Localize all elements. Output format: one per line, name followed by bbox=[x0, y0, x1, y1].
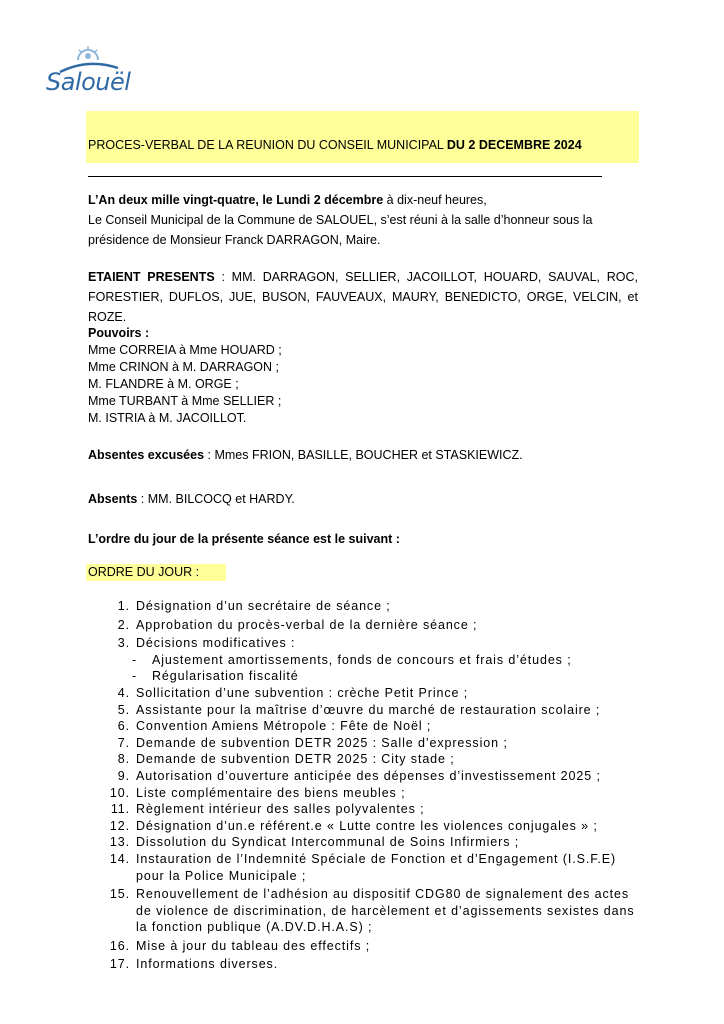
agenda-item: 5. Assistante pour la maîtrise d’œuvre du marché de restauration scolaire ; bbox=[117, 702, 601, 717]
agenda-subitem: - Régularisation fiscalité bbox=[132, 669, 299, 684]
agenda-item: 8. Demande de subvention DETR 2025 : City stade ; bbox=[117, 752, 455, 767]
agenda-item: 14. Instauration de l’Indemnité Spéciale de Fonction et d’Engagement (I.S.F.E) pour la Police Municipale ; bbox=[109, 851, 617, 883]
title-underline bbox=[88, 176, 602, 177]
agenda-item: 10. Liste complémentaire des biens meubles ; bbox=[109, 785, 406, 800]
agenda-item: 17. Informations diverses. bbox=[109, 957, 279, 972]
title-highlight bbox=[86, 111, 639, 163]
ordre-label: ORDRE DU JOUR : bbox=[88, 565, 200, 579]
agenda-item: 13. Dissolution du Syndicat Intercommunal de Soins Infirmiers ; bbox=[109, 835, 520, 850]
presents-paragraph: ETAIENT PRESENTS : MM. DARRAGON, SELLIER, JACOILLOT, HOUARD, SAUVAL, ROC, FORESTIER, DUFLOS, JUE, BUSON, FAUVEAUX, MAURY, BENEDICTO, ORGE, VELCIN, et ROZE. bbox=[88, 270, 638, 324]
agenda-item: 12. Désignation d’un.e référent.e « Lutte contre les violences conjugales » ; bbox=[109, 818, 598, 833]
pouvoir-item: Mme TURBANT à Mme SELLIER ; bbox=[88, 394, 282, 408]
agenda-subitem: - Ajustement amortissements, fonds de concours et frais d’études ; bbox=[132, 652, 572, 667]
agenda-item: 2. Approbation du procès-verbal de la dernière séance ; bbox=[117, 617, 478, 632]
agenda-item: 7. Demande de subvention DETR 2025 : Salle d’expression ; bbox=[117, 735, 508, 750]
pouvoir-item: M. ISTRIA à M. JACOILLOT. bbox=[88, 411, 247, 425]
pouvoirs-section bbox=[88, 325, 638, 427]
agenda-list bbox=[96, 598, 644, 973]
agenda-item: 3. Décisions modificatives : bbox=[117, 636, 296, 651]
intro-paragraph: L’An deux mille vingt-quatre, le Lundi 2 décembre à dix-neuf heures, Le Conseil Municipal de la Commune de SALOUEL, s’est réuni à la salle d’honneur sous la présidence de Monsieur Franck DARRAGON, Maire. bbox=[88, 193, 593, 247]
pouvoir-item: M. FLANDRE à M. ORGE ; bbox=[88, 377, 239, 391]
logo-text: Salouël bbox=[46, 68, 131, 96]
title-date: DU 2 DECEMBRE 2024 bbox=[446, 138, 582, 152]
pouvoir-item: Mme CORREIA à Mme HOUARD ; bbox=[88, 343, 282, 357]
agenda-item: 4. Sollicitation d’une subvention : crèche Petit Prince ; bbox=[117, 685, 469, 700]
absents-line: Absents : MM. BILCOCQ et HARDY. bbox=[88, 492, 295, 506]
agenda-item: 11. Règlement intérieur des salles polyvalentes ; bbox=[110, 802, 425, 817]
agenda-item: 15. Renouvellement de l’adhésion au dispositif CDG80 de signalement des actes de violence de discrimination, de harcèlement et d’agissements sexistes dans la fonction publique (A.DV.D.H.A.S) ; bbox=[109, 887, 635, 935]
agenda-item: 1. Désignation d’un secrétaire de séance ; bbox=[117, 599, 391, 613]
page-title: PROCES-VERBAL DE LA REUNION DU CONSEIL MUNICIPAL DU 2 DECEMBRE 2024 bbox=[88, 138, 582, 152]
pouvoir-item: Mme CRINON à M. DARRAGON ; bbox=[88, 360, 279, 374]
agenda-item: 16. Mise à jour du tableau des effectifs ; bbox=[109, 938, 371, 953]
commune-logo bbox=[40, 44, 130, 104]
agenda-item: 6. Convention Amiens Métropole : Fête de Noël ; bbox=[117, 719, 432, 734]
agenda-item: 9. Autorisation d’ouverture anticipée des dépenses d’investissement 2025 ; bbox=[117, 768, 601, 783]
excusees-line: Absentes excusées : Mmes FRION, BASILLE, BOUCHER et STASKIEWICZ. bbox=[88, 448, 523, 462]
pouvoirs-label: Pouvoirs : bbox=[88, 326, 150, 340]
ordre-intro: L’ordre du jour de la présente séance est le suivant : bbox=[88, 532, 400, 546]
